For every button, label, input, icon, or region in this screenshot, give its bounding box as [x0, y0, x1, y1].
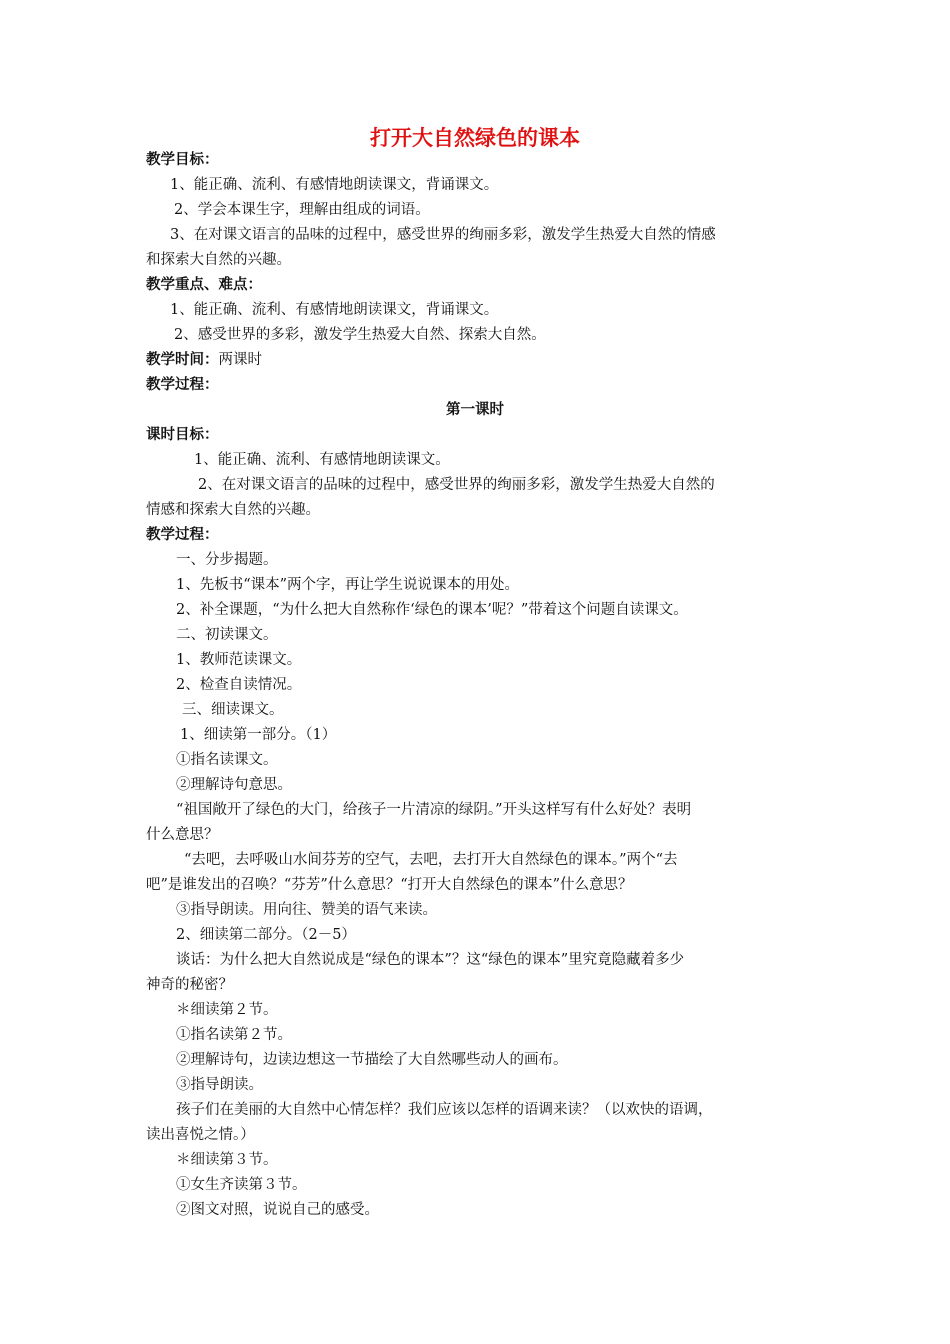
text-line: “祖国敞开了绿色的大门，给孩子一片清凉的绿阴。”开头这样写有什么好处？表明	[176, 802, 692, 818]
section-heading-lesson-objectives: 课时目标：	[146, 427, 219, 443]
text-line: 2、细读第二部分。（2－5）	[176, 927, 356, 943]
text-line: 1、能正确、流利、有感情地朗读课文，背诵课文。	[170, 302, 499, 318]
text-line: ＊细读第２节。	[176, 1002, 278, 1018]
text-line: 读出喜悦之情。）	[146, 1127, 255, 1143]
text-line: 什么意思？	[146, 827, 219, 843]
text-line: 神奇的秘密？	[146, 977, 233, 993]
document-title: 打开大自然绿色的课本	[370, 126, 580, 150]
text-line: ②理解诗句意思。	[176, 777, 292, 793]
text-line: 谈话：为什么把大自然说成是“绿色的课本”？这“绿色的课本”里究竟隐藏着多少	[176, 952, 685, 968]
text-line: 和探索大自然的兴趣。	[146, 252, 291, 268]
text-line: ＊细读第３节。	[176, 1152, 278, 1168]
text-line: 3、在对课文语言的品味的过程中，感受世界的绚丽多彩，激发学生热爱大自然的情感	[170, 227, 716, 243]
lesson-heading: 第一课时	[446, 402, 504, 418]
text-line: 情感和探索大自然的兴趣。	[146, 502, 320, 518]
text-line: 1、教师范读课文。	[176, 652, 302, 668]
text-line: ①女生齐读第３节。	[176, 1177, 307, 1193]
teaching-time-value: 两课时	[218, 352, 262, 368]
text-line: 孩子们在美丽的大自然中心情怎样？我们应该以怎样的语调来读？（以欢快的语调，	[176, 1102, 713, 1118]
text-line: ③指导朗读。用向往、赞美的语气来读。	[176, 902, 437, 918]
section-heading-key-points: 教学重点、难点：	[146, 277, 262, 293]
text-line: 1、能正确、流利、有感情地朗读课文，背诵课文。	[170, 177, 499, 193]
text-line: 三、细读课文。	[182, 702, 284, 718]
text-line: ①指名读课文。	[176, 752, 278, 768]
text-line: “去吧，去呼吸山水间芬芳的空气，去吧，去打开大自然绿色的课本。”两个“去	[184, 852, 678, 868]
text-line: 一、分步揭题。	[176, 552, 278, 568]
text-line: ①指名读第２节。	[176, 1027, 292, 1043]
text-line: 1、先板书“课本”两个字，再让学生说说课本的用处。	[176, 577, 520, 593]
text-line: ②图文对照，说说自己的感受。	[176, 1202, 379, 1218]
text-line: 2、学会本课生字，理解由组成的词语。	[174, 202, 430, 218]
text-line: ②理解诗句，边读边想这一节描绘了大自然哪些动人的画布。	[176, 1052, 568, 1068]
text-line: 1、能正确、流利、有感情地朗读课文。	[194, 452, 450, 468]
text-line: 吧”是谁发出的召唤？“芬芳”什么意思？“打开大自然绿色的课本”什么意思？	[146, 877, 633, 893]
section-heading-process: 教学过程：	[146, 377, 219, 393]
teaching-time-line	[146, 348, 806, 373]
text-line: 2、补全课题，“为什么把大自然称作‘绿色的课本’呢？”带着这个问题自读课文。	[176, 602, 688, 618]
text-line: 1、细读第一部分。（1）	[180, 727, 337, 743]
section-heading-objectives: 教学目标：	[146, 152, 219, 168]
text-line: ③指导朗读。	[176, 1077, 263, 1093]
section-heading-time: 教学时间：	[146, 352, 219, 368]
text-line: 二、初读课文。	[176, 627, 278, 643]
text-line: 2、检查自读情况。	[176, 677, 302, 693]
text-line: 2、在对课文语言的品味的过程中，感受世界的绚丽多彩，激发学生热爱大自然的	[198, 477, 715, 493]
text-line: 2、感受世界的多彩，激发学生热爱大自然、探索大自然。	[174, 327, 546, 343]
section-heading-lesson-process: 教学过程：	[146, 527, 219, 543]
